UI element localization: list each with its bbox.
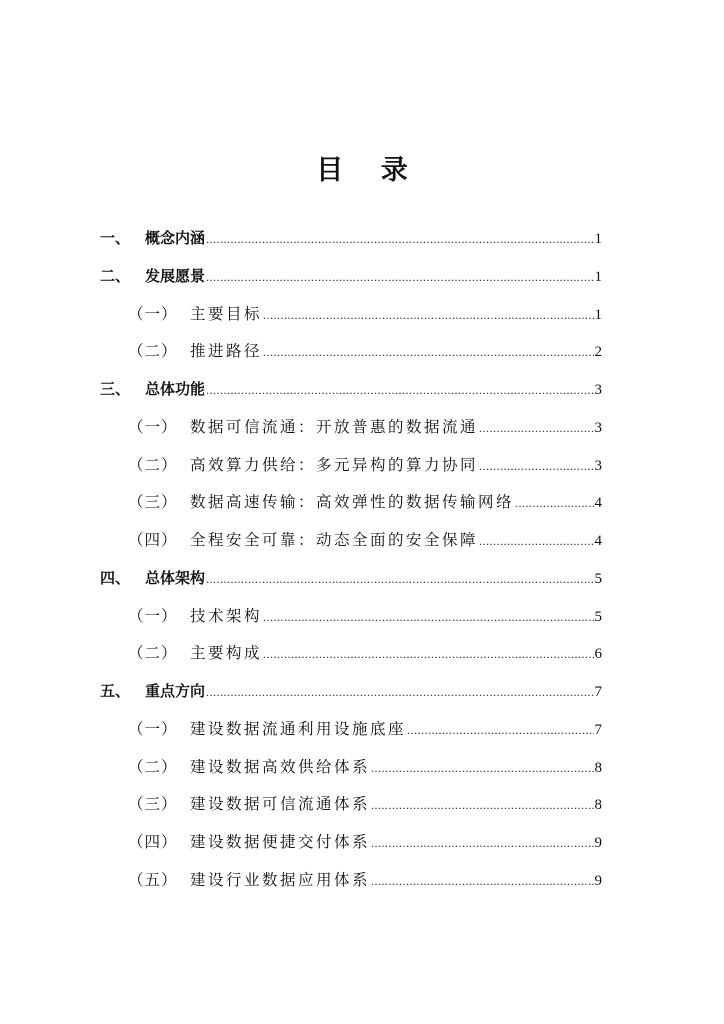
toc-entry-page: 5 [594, 608, 602, 625]
toc-entry[interactable] [100, 675, 602, 713]
dot-leader [263, 638, 593, 670]
document-title: 目 录 [316, 155, 422, 186]
toc-entry-page: 6 [594, 646, 602, 663]
toc-entry-page: 5 [594, 570, 602, 587]
dot-leader [263, 336, 593, 368]
toc-entry-number: （三） [128, 493, 178, 512]
dot-leader [263, 601, 593, 633]
toc-entry-label: 主要构成 [190, 644, 263, 663]
dot-leader [371, 865, 593, 897]
toc-entry-page: 8 [594, 759, 602, 776]
toc-entry-page: 3 [594, 419, 602, 436]
toc-entry-page: 7 [594, 721, 602, 738]
toc-entry-number: （二） [128, 455, 178, 474]
toc-entry-number: （一） [128, 417, 178, 436]
toc-entry-number: （一） [128, 304, 178, 323]
dot-leader [206, 374, 593, 406]
dot-leader [371, 789, 593, 821]
dot-leader [206, 261, 593, 293]
toc-entry-page: 4 [594, 533, 602, 549]
dot-leader [206, 223, 593, 255]
toc-entry-page: 8 [594, 797, 602, 814]
toc-entry-number: （二） [128, 342, 178, 361]
toc-entry-number: 五、 [100, 682, 131, 700]
toc-entry-page: 1 [594, 268, 602, 285]
toc-entry[interactable] [100, 751, 602, 789]
toc-entry[interactable] [100, 335, 602, 373]
table-of-contents [100, 222, 602, 902]
toc-entry-page: 9 [594, 835, 602, 851]
toc-entry-label: 总体功能 [145, 380, 206, 398]
dot-leader [479, 525, 593, 557]
dot-leader [206, 563, 593, 595]
toc-entry-number: （五） [128, 870, 178, 889]
toc-entry[interactable] [100, 826, 602, 864]
dot-leader [371, 827, 593, 859]
toc-entry-number: （二） [128, 644, 178, 663]
dot-leader [515, 487, 593, 519]
toc-entry[interactable] [100, 524, 602, 562]
toc-entry-label: 发展愿景 [145, 266, 206, 285]
dot-leader [479, 412, 593, 444]
toc-entry-number: （三） [128, 795, 178, 814]
toc-entry[interactable] [100, 864, 602, 902]
toc-entry-number: （二） [128, 757, 178, 776]
toc-entry-number: 三、 [100, 380, 131, 398]
toc-entry[interactable] [100, 713, 602, 751]
toc-entry[interactable] [100, 562, 602, 600]
toc-entry-number: （一） [128, 606, 178, 625]
toc-entry-label: 建设数据高效供给体系 [190, 757, 371, 776]
toc-entry-label: 高效算力供给：多元异构的算力协同 [190, 455, 479, 474]
toc-entry-label: 建设数据流通利用设施底座 [190, 719, 407, 738]
toc-entry[interactable] [100, 260, 602, 298]
toc-entry-page: 4 [594, 495, 602, 512]
toc-entry-label: 重点方向 [145, 682, 206, 700]
dot-leader [371, 752, 593, 784]
toc-entry-number: 二、 [100, 266, 131, 285]
toc-entry-label: 总体架构 [145, 568, 206, 587]
toc-entry[interactable] [100, 298, 602, 336]
toc-entry-label: 数据可信流通：开放普惠的数据流通 [190, 417, 479, 436]
toc-entry-label: 全程安全可靠：动态全面的安全保障 [190, 531, 479, 549]
toc-entry-label: 技术架构 [190, 606, 263, 625]
toc-entry-label: 概念内涵 [145, 229, 206, 247]
toc-entry-label: 主要目标 [190, 304, 263, 323]
toc-entry[interactable] [100, 637, 602, 675]
dot-leader [263, 299, 593, 331]
toc-entry-page: 1 [594, 231, 602, 247]
toc-entry[interactable] [100, 411, 602, 449]
toc-entry-page: 3 [594, 457, 602, 474]
toc-entry-number: （四） [128, 531, 178, 549]
toc-entry-label: 建设数据便捷交付体系 [190, 833, 371, 851]
toc-entry-label: 数据高速传输：高效弹性的数据传输网络 [190, 493, 515, 512]
toc-entry-page: 9 [594, 872, 602, 889]
toc-entry-number: 四、 [100, 568, 131, 587]
toc-entry-label: 建设数据可信流通体系 [190, 795, 371, 814]
toc-entry-page: 7 [594, 684, 602, 700]
toc-entry-label: 建设行业数据应用体系 [190, 870, 371, 889]
toc-entry[interactable] [100, 373, 602, 411]
dot-leader [479, 450, 593, 482]
toc-entry-label: 推进路径 [190, 342, 263, 361]
toc-entry[interactable] [100, 600, 602, 638]
toc-entry[interactable] [100, 222, 602, 260]
toc-entry-page: 2 [594, 344, 602, 361]
toc-entry[interactable] [100, 449, 602, 487]
toc-entry[interactable] [100, 788, 602, 826]
toc-entry-number: （四） [128, 833, 178, 851]
toc-entry-number: （一） [128, 719, 178, 738]
dot-leader [206, 676, 593, 708]
toc-entry-page: 1 [594, 306, 602, 323]
dot-leader [407, 714, 593, 746]
toc-entry[interactable] [100, 486, 602, 524]
toc-entry-page: 3 [594, 382, 602, 398]
toc-entry-number: 一、 [100, 229, 131, 247]
